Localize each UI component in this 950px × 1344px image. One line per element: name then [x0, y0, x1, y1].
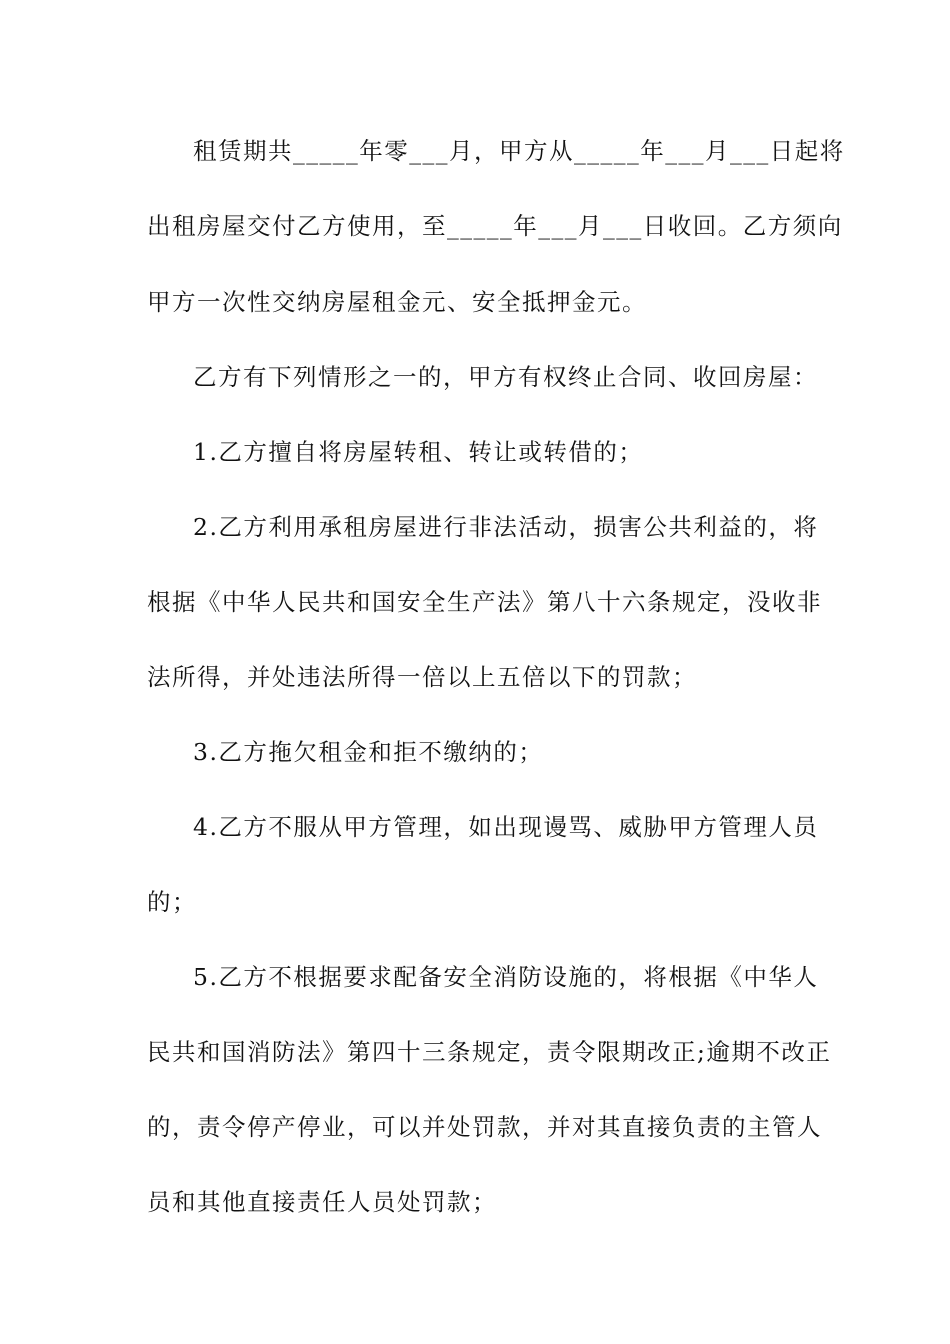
paragraph-line: 乙方有下列情形之一的，甲方有权终止合同、收回房屋： [193, 363, 818, 391]
paragraph-line: 的，责令停产停业，可以并处罚款，并对其直接负责的主管人 [147, 1113, 822, 1141]
paragraph-line: 出租房屋交付乙方使用，至_____年___月___日收回。乙方须向 [147, 212, 843, 240]
list-item-line: 4.乙方不服从甲方管理，如出现谩骂、威胁甲方管理人员 [193, 813, 819, 841]
paragraph-line: 法所得，并处违法所得一倍以上五倍以下的罚款； [147, 663, 697, 691]
paragraph-line: 根据《中华人民共和国安全生产法》第八十六条规定，没收非 [147, 588, 822, 616]
paragraph-line: 民共和国消防法》第四十三条规定，责令限期改正;逾期不改正 [147, 1038, 832, 1066]
list-item-line: 5.乙方不根据要求配备安全消防设施的，将根据《中华人 [193, 963, 819, 991]
paragraph-line: 甲方一次性交纳房屋租金元、安全抵押金元。 [147, 288, 647, 316]
paragraph-line: 租赁期共_____年零___月，甲方从_____年___月___日起将 [193, 137, 845, 165]
list-item-line: 3.乙方拖欠租金和拒不缴纳的； [193, 738, 544, 766]
paragraph-line: 的； [147, 888, 197, 916]
list-item-line: 1.乙方擅自将房屋转租、转让或转借的； [193, 438, 644, 466]
paragraph-line: 员和其他直接责任人员处罚款； [147, 1188, 497, 1216]
list-item-line: 2.乙方利用承租房屋进行非法活动，损害公共利益的，将 [193, 513, 819, 541]
